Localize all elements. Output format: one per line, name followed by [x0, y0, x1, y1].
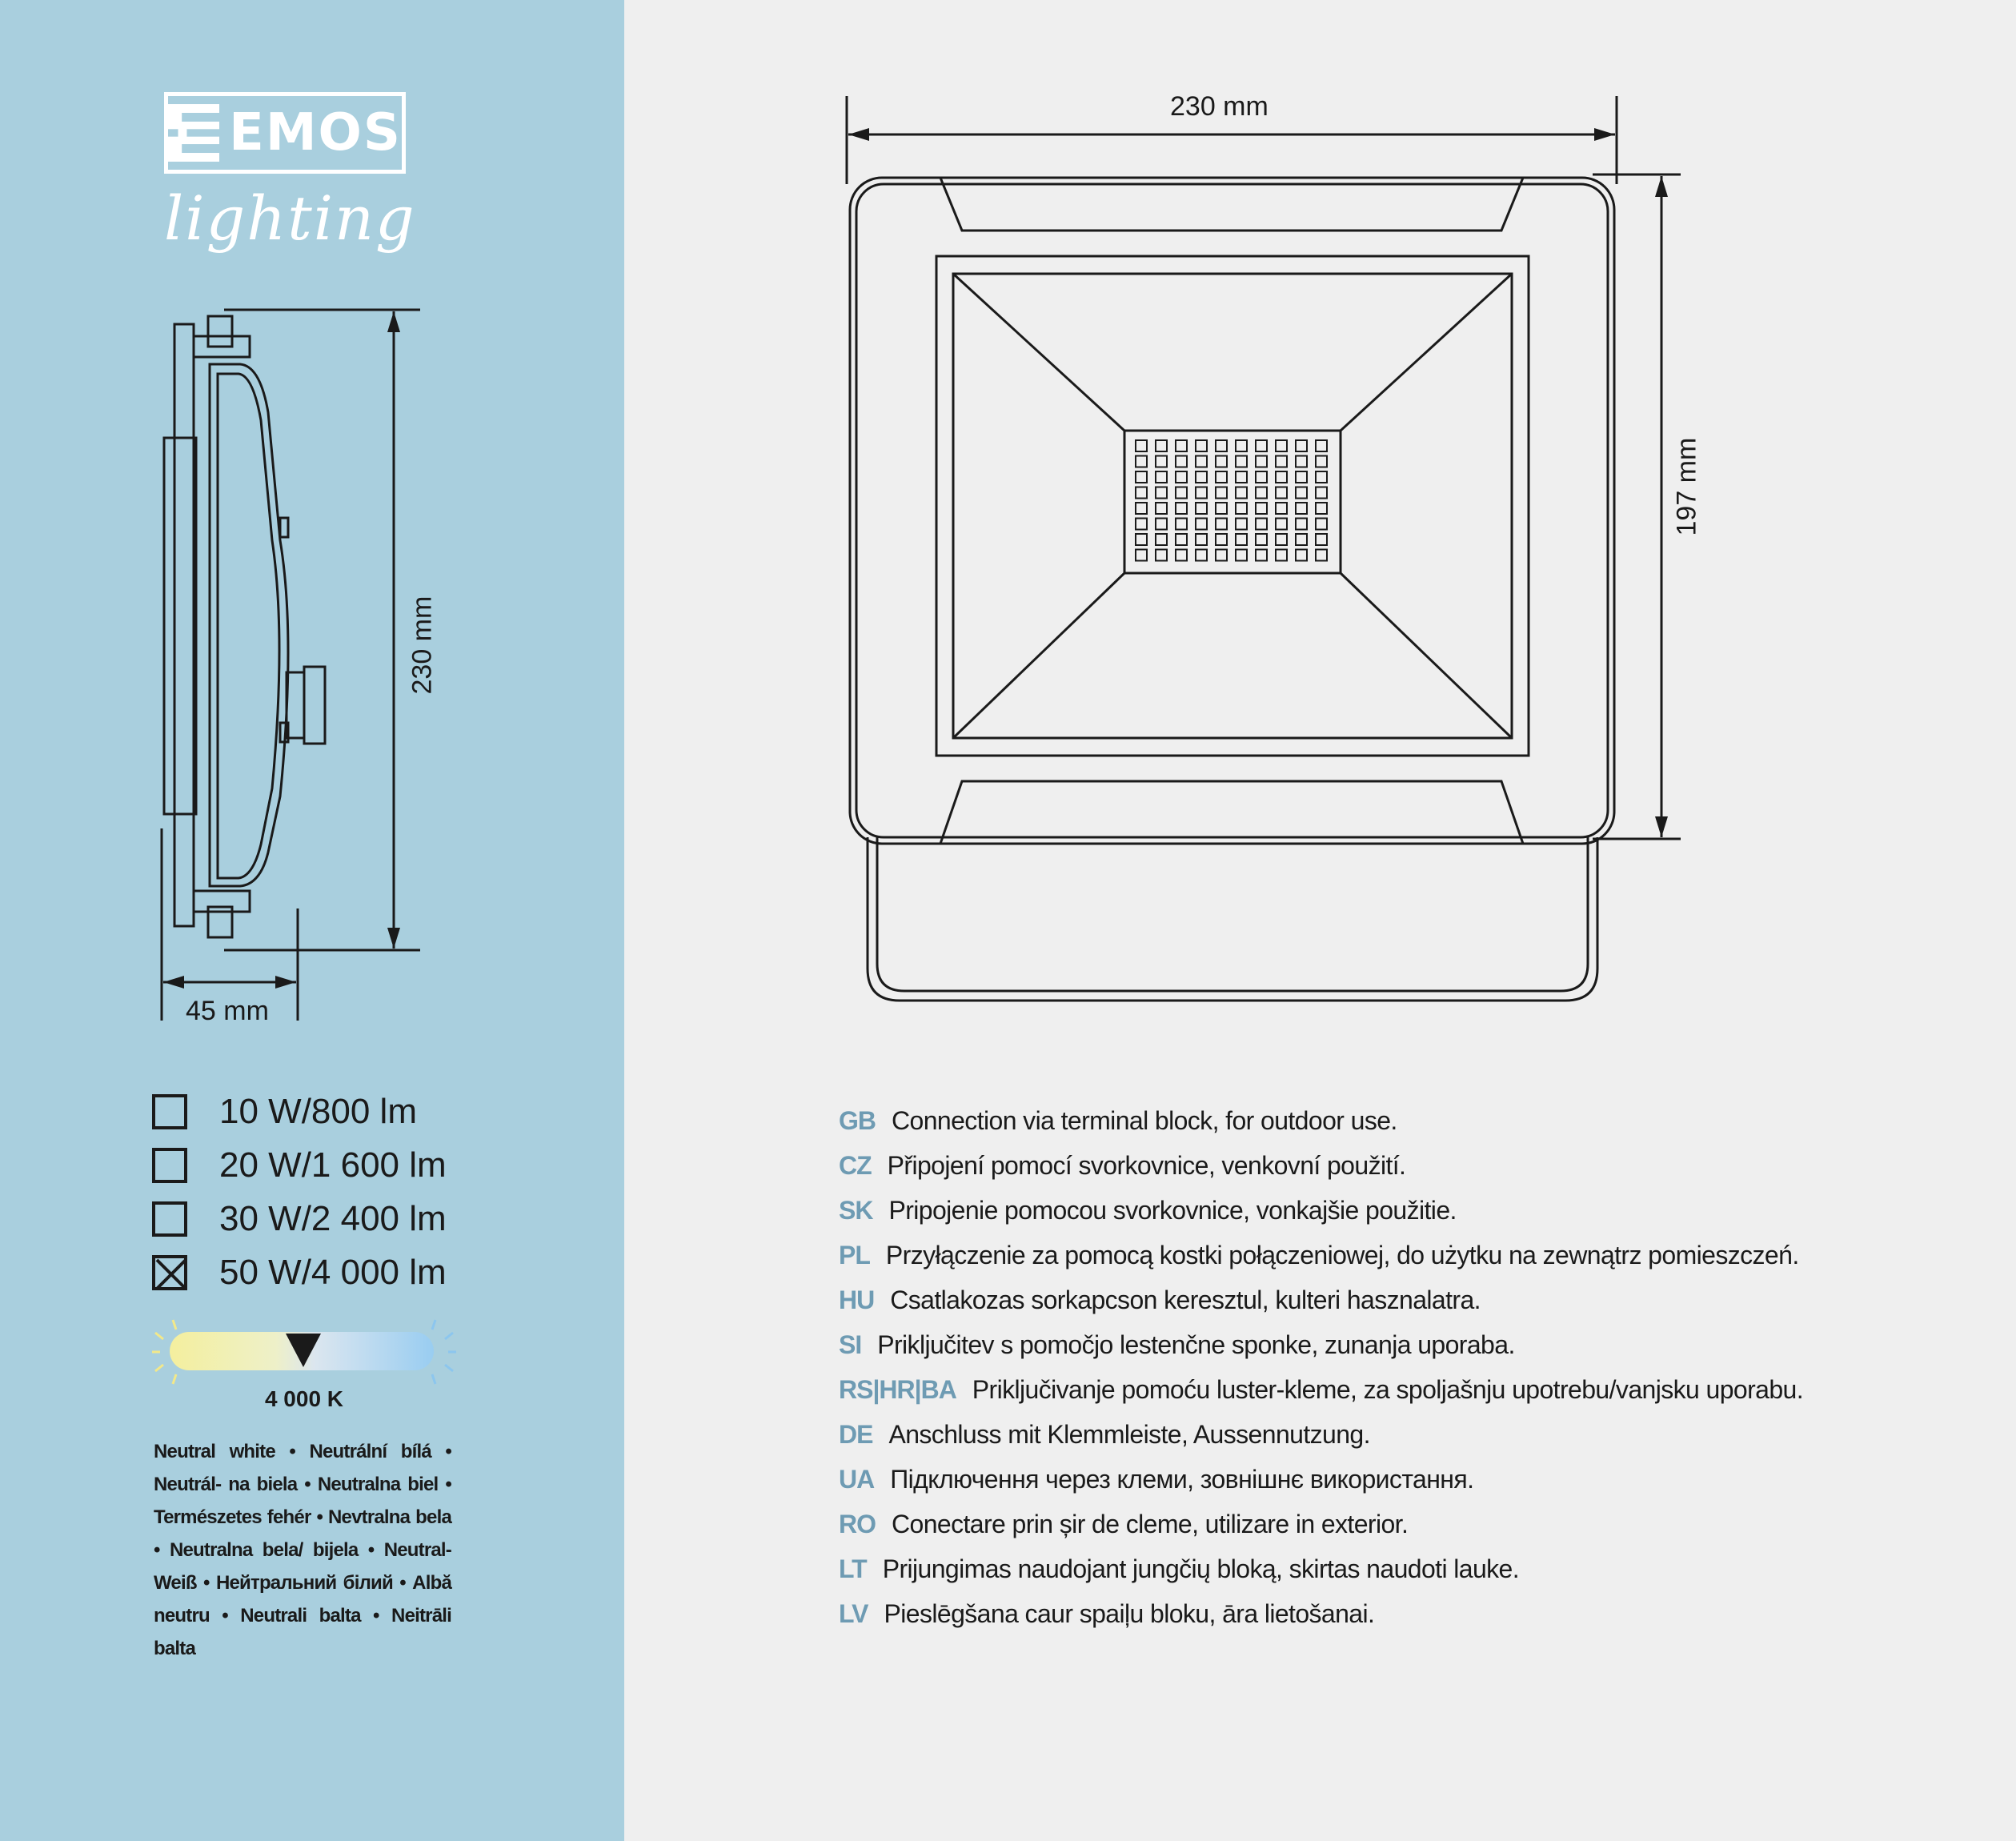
- led-chip: [1176, 503, 1187, 514]
- brand-subtitle: lighting: [164, 182, 416, 254]
- power-option-label: 30 W/2 400 lm: [219, 1198, 447, 1238]
- front-width-label: 230 mm: [1170, 91, 1269, 122]
- language-text: Připojení pomocí svorkovnice, venkovní použití.: [887, 1150, 1406, 1180]
- power-option: [152, 1138, 447, 1192]
- side-view-drawing: [152, 300, 440, 1037]
- led-chip: [1296, 440, 1307, 451]
- color-temperature-description: Neutral white • Neutrální bílá • Neutrál- na biela • Neutralna biel • Természetes fehér • Nevtralna bela • Neutralna bela/ bijela • Neutral-Weiß • Нейтральний білий • Albă neutru • Neutrali balta • Neitrāli balta: [154, 1441, 451, 1659]
- led-chip: [1196, 456, 1207, 467]
- led-chip: [1136, 471, 1147, 483]
- led-chip: [1196, 487, 1207, 499]
- temperature-marker-icon: [286, 1334, 321, 1367]
- led-chip: [1296, 550, 1307, 561]
- led-chip: [1256, 503, 1267, 514]
- led-chip: [1156, 471, 1167, 483]
- language-text: Connection via terminal block, for outdoor use.: [892, 1105, 1397, 1135]
- led-chip: [1256, 534, 1267, 545]
- led-chip: [1316, 487, 1327, 499]
- led-chip: [1136, 550, 1147, 561]
- led-chip: [1136, 519, 1147, 530]
- led-chip: [1196, 471, 1207, 483]
- led-chip: [1176, 519, 1187, 530]
- led-chip: [1276, 487, 1287, 499]
- list-item: [839, 1098, 1803, 1143]
- led-chip: [1316, 440, 1327, 451]
- list-item: [839, 1233, 1803, 1277]
- list-item: [839, 1502, 1803, 1546]
- led-chip: [1176, 487, 1187, 499]
- list-item: [839, 1412, 1803, 1457]
- color-temperature-label: 4 000 K: [264, 1386, 344, 1411]
- led-chip: [1196, 550, 1207, 561]
- led-chip: [1236, 487, 1247, 499]
- led-chip: [1136, 456, 1147, 467]
- led-chip: [1316, 456, 1327, 467]
- power-option: [152, 1192, 447, 1245]
- led-chip: [1136, 534, 1147, 545]
- list-item: [839, 1367, 1803, 1412]
- led-chip: [1296, 534, 1307, 545]
- led-chip: [1316, 471, 1327, 483]
- front-height-label: 197 mm: [1671, 437, 1702, 536]
- language-code: UA: [839, 1464, 875, 1494]
- language-code: SK: [839, 1195, 873, 1225]
- power-option: [152, 1085, 447, 1138]
- language-code: GB: [839, 1105, 876, 1135]
- led-chip: [1256, 519, 1267, 530]
- led-chip: [1216, 487, 1227, 499]
- led-chip: [1276, 550, 1287, 561]
- language-code: RS|HR|BA: [839, 1374, 956, 1404]
- led-chip: [1216, 550, 1227, 561]
- led-chip: [1216, 440, 1227, 451]
- led-chip: [1236, 550, 1247, 561]
- side-height-label: 230 mm: [407, 596, 438, 695]
- led-chip: [1276, 534, 1287, 545]
- checkbox-crossed-icon: [152, 1255, 187, 1290]
- led-chip: [1176, 534, 1187, 545]
- led-chip: [1236, 534, 1247, 545]
- language-code: PL: [839, 1240, 870, 1269]
- led-chip: [1256, 550, 1267, 561]
- led-chip: [1196, 440, 1207, 451]
- language-text: Підключення через клеми, зовнішнє використання.: [890, 1464, 1474, 1494]
- led-chip: [1216, 519, 1227, 530]
- led-chip: [1216, 503, 1227, 514]
- checkbox-empty-icon: [152, 1148, 187, 1183]
- led-chip: [1236, 440, 1247, 451]
- led-chip: [1156, 534, 1167, 545]
- front-view-drawing: [832, 88, 1777, 1017]
- left-panel: [0, 0, 624, 1841]
- led-chip: [1156, 440, 1167, 451]
- brand-logo: [164, 92, 406, 174]
- language-text: Csatlakozas sorkapcson keresztul, kulteri hasznalatra.: [890, 1285, 1481, 1314]
- led-chip: [1316, 534, 1327, 545]
- list-item: [839, 1277, 1803, 1322]
- language-code: SI: [839, 1330, 862, 1359]
- language-text: Conectare prin șir de cleme, utilizare in exterior.: [892, 1509, 1409, 1538]
- power-option-label: 50 W/4 000 lm: [219, 1252, 447, 1292]
- list-item: [839, 1591, 1803, 1636]
- led-chip: [1156, 550, 1167, 561]
- led-chip: [1276, 471, 1287, 483]
- led-chip: [1236, 456, 1247, 467]
- language-code: HU: [839, 1285, 875, 1314]
- led-chip: [1156, 487, 1167, 499]
- led-chip: [1156, 519, 1167, 530]
- language-text: Pripojenie pomocou svorkovnice, vonkajšie použitie.: [888, 1195, 1457, 1225]
- list-item: [839, 1457, 1803, 1502]
- list-item: [839, 1143, 1803, 1188]
- right-panel: [624, 0, 2016, 1841]
- language-text: Anschluss mit Klemmleiste, Aussennutzung.: [888, 1419, 1370, 1449]
- led-chip: [1256, 471, 1267, 483]
- led-chip: [1236, 519, 1247, 530]
- led-chip: [1256, 440, 1267, 451]
- led-chip: [1156, 456, 1167, 467]
- checkbox-empty-icon: [152, 1201, 187, 1237]
- language-code: DE: [839, 1419, 873, 1449]
- checkbox-empty-icon: [152, 1094, 187, 1129]
- led-chip: [1236, 503, 1247, 514]
- led-chip: [1176, 471, 1187, 483]
- language-text: Priključitev s pomočjo lestenčne sponke, zunanja uporaba.: [877, 1330, 1515, 1359]
- list-item: [839, 1188, 1803, 1233]
- language-code: LT: [839, 1554, 867, 1583]
- led-chip: [1316, 519, 1327, 530]
- led-chip: [1216, 456, 1227, 467]
- led-chip: [1136, 487, 1147, 499]
- language-code: RO: [839, 1509, 876, 1538]
- led-chip: [1196, 519, 1207, 530]
- power-option-label: 20 W/1 600 lm: [219, 1145, 447, 1185]
- led-chip: [1316, 503, 1327, 514]
- brand-name: EMOS: [229, 103, 402, 162]
- power-option: [152, 1245, 447, 1299]
- language-text: Priključivanje pomoću luster-kleme, za spoljašnju upotrebu/vanjsku uporabu.: [972, 1374, 1804, 1404]
- led-chip: [1296, 487, 1307, 499]
- list-item: [839, 1546, 1803, 1591]
- led-chip: [1276, 456, 1287, 467]
- led-chip: [1196, 534, 1207, 545]
- language-code: LV: [839, 1598, 868, 1628]
- language-text: Przyłączenie za pomocą kostki połączeniowej, do użytku na zewnątrz pomieszczeń.: [885, 1240, 1799, 1269]
- led-chip: [1176, 440, 1187, 451]
- led-chip: [1316, 550, 1327, 561]
- led-chip: [1216, 471, 1227, 483]
- led-chip: [1176, 456, 1187, 467]
- power-option-label: 10 W/800 lm: [219, 1091, 417, 1131]
- led-chip: [1276, 519, 1287, 530]
- led-chip: [1136, 440, 1147, 451]
- language-text: Prijungimas naudojant jungčių bloką, skirtas naudoti lauke.: [882, 1554, 1520, 1583]
- led-chip: [1236, 471, 1247, 483]
- emos-emblem-icon: [168, 96, 219, 170]
- led-chip: [1276, 503, 1287, 514]
- led-chip: [1196, 503, 1207, 514]
- led-grid: [1136, 440, 1327, 561]
- led-chip: [1296, 456, 1307, 467]
- power-options: [152, 1085, 447, 1299]
- led-chip: [1136, 503, 1147, 514]
- led-chip: [1296, 503, 1307, 514]
- language-code: CZ: [839, 1150, 872, 1180]
- led-chip: [1276, 440, 1287, 451]
- list-item: [839, 1322, 1803, 1367]
- led-chip: [1156, 503, 1167, 514]
- led-chip: [1296, 471, 1307, 483]
- led-chip: [1216, 534, 1227, 545]
- led-chip: [1296, 519, 1307, 530]
- led-chip: [1176, 550, 1187, 561]
- language-text: Pieslēgšana caur spaiļu bloku, āra lietošanai.: [884, 1598, 1375, 1628]
- led-chip: [1256, 487, 1267, 499]
- language-list: [839, 1098, 1803, 1636]
- led-chip: [1256, 456, 1267, 467]
- side-depth-label: 45 mm: [186, 996, 269, 1026]
